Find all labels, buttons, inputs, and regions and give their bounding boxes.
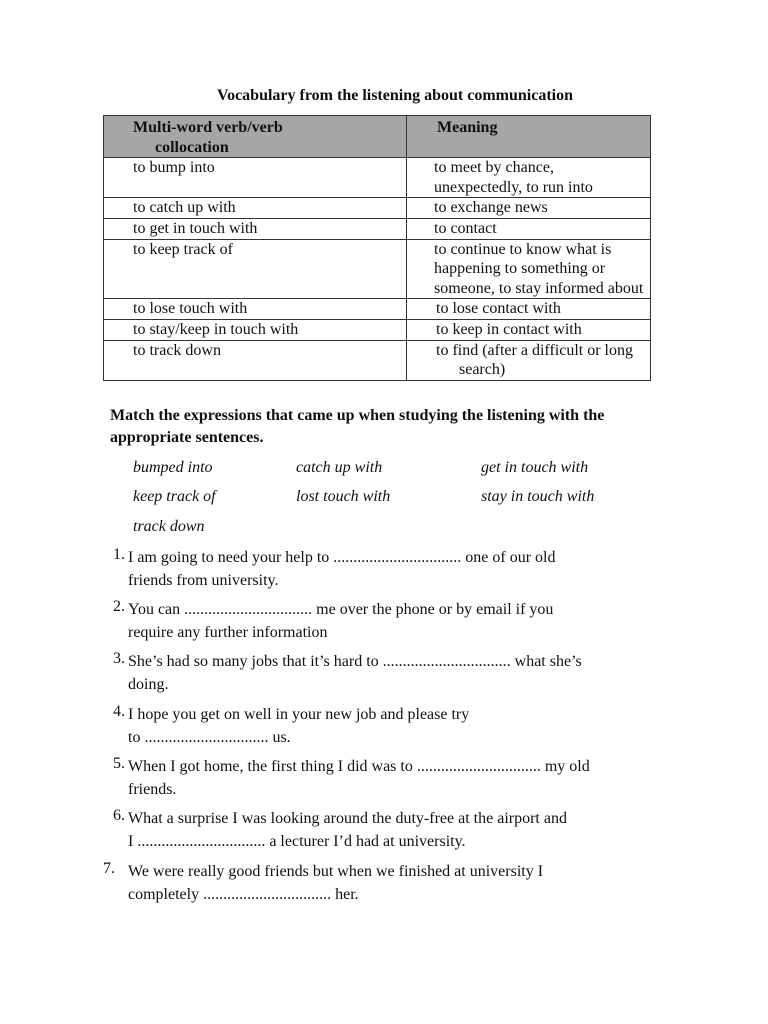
exercise-line: We were really good friends but when we finished at university I <box>128 863 544 880</box>
meaning-cell <box>407 239 651 299</box>
exercise-line: She’s had so many jobs that it’s hard to ................................ what she’s <box>128 653 582 670</box>
header-meaning: Meaning <box>407 116 651 158</box>
meaning-cell <box>407 340 651 380</box>
meaning-line: to find (after a difficult or long <box>436 341 633 359</box>
exercise-text <box>128 755 668 801</box>
term-cell: to track down <box>104 340 407 380</box>
meaning-cell: to lose contact with <box>407 299 651 320</box>
exercise-number: 4. <box>113 703 125 720</box>
meaning-line: someone, to stay informed about <box>434 279 644 297</box>
exercise-line: I am going to need your help to ................................ one of our old <box>128 549 556 566</box>
exercise-line: You can ................................ me over the phone or by email if you <box>128 601 554 618</box>
exercise-line: I ................................ a lecturer I’d had at university. <box>128 833 466 850</box>
exercise-number: 5. <box>113 755 125 772</box>
exercise-text <box>128 598 668 644</box>
term-cell: to get in touch with <box>104 218 407 239</box>
exercise-text <box>128 546 668 592</box>
meaning-line: to continue to know what is <box>434 240 612 258</box>
exercise-line: doing. <box>128 676 169 693</box>
exercise-text <box>128 860 668 906</box>
exercise-line: friends. <box>128 781 177 798</box>
word-bank-item: get in touch with <box>481 459 589 476</box>
exercise-number: 1. <box>113 546 125 563</box>
instructions: Match the expressions that came up when studying the listening with the appropriate sentences. <box>110 407 605 446</box>
meaning-cell <box>407 158 651 198</box>
meaning-line: unexpectedly, to run into <box>434 178 593 196</box>
exercise-line: When I got home, the first thing I did was to ............................... my old <box>128 758 590 775</box>
word-bank-item: catch up with <box>296 459 383 476</box>
meaning-line: search) <box>459 361 506 379</box>
word-bank-item: stay in touch with <box>481 488 595 505</box>
exercise-text <box>128 650 668 696</box>
table-row <box>104 198 651 219</box>
term-cell: to bump into <box>104 158 407 198</box>
header-line: collocation <box>155 138 229 156</box>
exercise-number: 6. <box>113 807 125 824</box>
table-header-row <box>104 116 651 158</box>
exercise-number: 3. <box>113 650 125 667</box>
meaning-cell: to keep in contact with <box>407 319 651 340</box>
exercise-text <box>128 703 668 749</box>
table-row <box>104 218 651 239</box>
term-cell: to catch up with <box>104 198 407 219</box>
table-row <box>104 299 651 320</box>
header-line: Multi-word verb/verb <box>133 119 283 136</box>
meaning-cell: to exchange news <box>407 198 651 219</box>
exercise-line: What a surprise I was looking around the duty-free at the airport and <box>128 810 567 827</box>
header-multiword-verb <box>104 116 407 158</box>
word-bank-item: lost touch with <box>296 488 391 505</box>
term-cell: to keep track of <box>104 239 407 299</box>
term-cell: to lose touch with <box>104 299 407 320</box>
exercise-number: 2. <box>113 598 125 615</box>
term-cell: to stay/keep in touch with <box>104 319 407 340</box>
exercise-line: I hope you get on well in your new job and please try <box>128 706 470 723</box>
meaning-line: happening to something or <box>434 260 606 278</box>
exercise-line: to ............................... us. <box>128 729 291 746</box>
table-row <box>104 319 651 340</box>
word-bank-item: bumped into <box>133 459 213 476</box>
table-row <box>104 340 651 380</box>
exercise-line: friends from university. <box>128 572 279 589</box>
meaning-cell: to contact <box>407 218 651 239</box>
table-row <box>104 239 651 299</box>
meaning-line: to meet by chance, <box>434 159 554 177</box>
exercise-line: completely ................................ her. <box>128 886 359 903</box>
exercise-number: 7. <box>103 860 115 877</box>
table-row <box>104 158 651 198</box>
vocabulary-table <box>103 115 651 381</box>
word-bank-item: track down <box>133 518 205 535</box>
page-title: Vocabulary from the listening about communication <box>216 87 573 104</box>
exercise-text <box>128 807 668 853</box>
exercise-line: require any further information <box>128 624 328 641</box>
word-bank-item: keep track of <box>133 488 216 505</box>
